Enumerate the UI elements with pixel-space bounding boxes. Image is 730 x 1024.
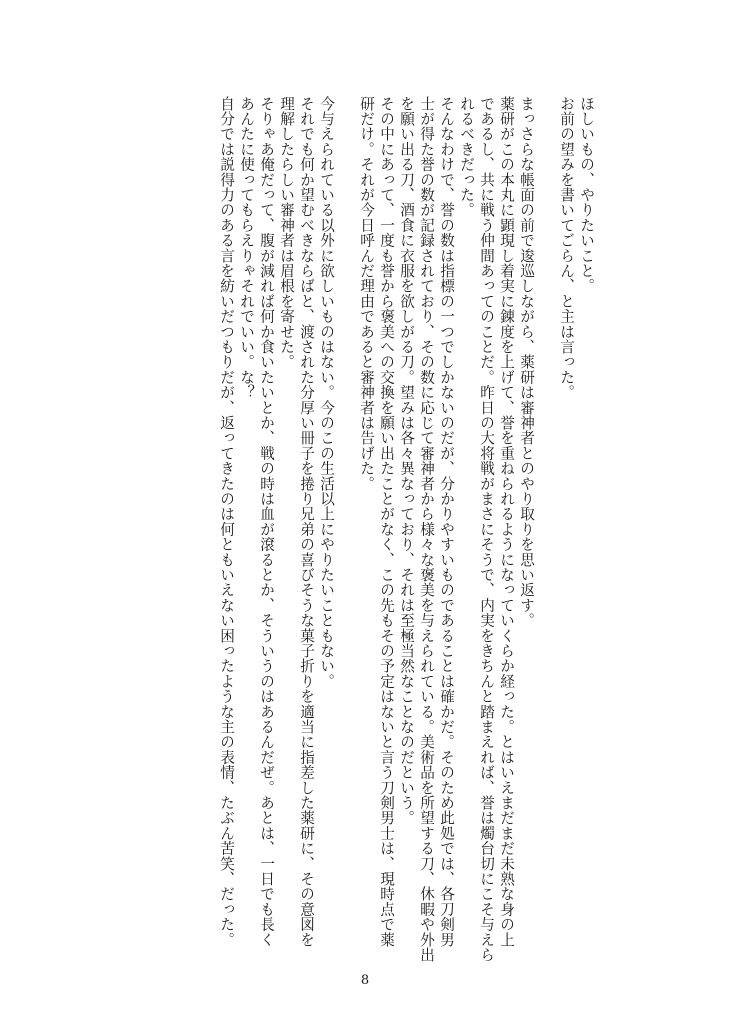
text-line: そんなわけで、誉の数は指標の一つでしかないのだが、分かりやすいものであることは確かだ。そのため此処では、各刀剣男: [438, 96, 455, 948]
text-line: れるべきだった。: [458, 96, 475, 218]
text-line: を願い出る刀、酒食に衣服を欲しがる刀。望みは各々異なっており、それは至極当然なことなのだという。: [398, 96, 415, 826]
text-line: そりゃあ俺だって、腹が減れば何か食いたいとか、戦の時は血が滾るとか、そういうのはあるんだぜ。あとは、一日でも長く: [258, 96, 275, 948]
page-number: 8: [360, 973, 370, 988]
text-line: であるし、共に戦う仲間あってのことだ。昨日の大将戦がまさにそうで、内実をきちんと踏まえれば、誉は燭台切にこそ与えら: [478, 96, 495, 963]
text-line: それでも何か望むべきならばと、渡された分厚い冊子を捲り兄弟の喜びそうな菓子折りを適当に指差した薬研に、その意図を: [298, 96, 315, 948]
text-line: 薬研がこの本丸に顕現し着実に錬度を上げて、誉を重ねられるようになっていくらか経った。とはいえまだまだ未熟な身の上: [498, 96, 515, 948]
text-line: まっさらな帳面の前で逡巡しながら、薬研は審神者とのやり取りを思い返す。: [518, 96, 535, 628]
text-line: あんたに使ってもらえりゃそれでいい。な？: [238, 96, 255, 400]
text-line: 研だけ。それが今日呼んだ理由であると審神者は告げた。: [358, 96, 375, 492]
text-line: 士が得た誉の数が記録されており、その数に応じて審神者から様々な褒美を与えられている。美術品を所望する刀、休暇や外出: [418, 96, 435, 963]
text-line: 理解したらしい審神者は眉根を寄せた。: [278, 96, 295, 370]
text-line: 自分では説得力のある言を紡いだつもりだが、返ってきたのは何ともいえない困ったような主の表情、たぶん苦笑、だった。: [218, 96, 235, 948]
text-line: その中にあって、一度も誉から褒美への交換を願い出たことがなく、この先もその予定はないと言う刀剣男士は、現時点で薬: [378, 96, 395, 948]
text-line: ほしいもの、やりたいこと。: [578, 96, 595, 294]
text-line: 今与えられている以外に欲しいものはない。今のこの生活以上にやりたいこともない。: [318, 96, 335, 689]
text-line: お前の望みを書いてごらん、と主は言った。: [558, 96, 575, 400]
